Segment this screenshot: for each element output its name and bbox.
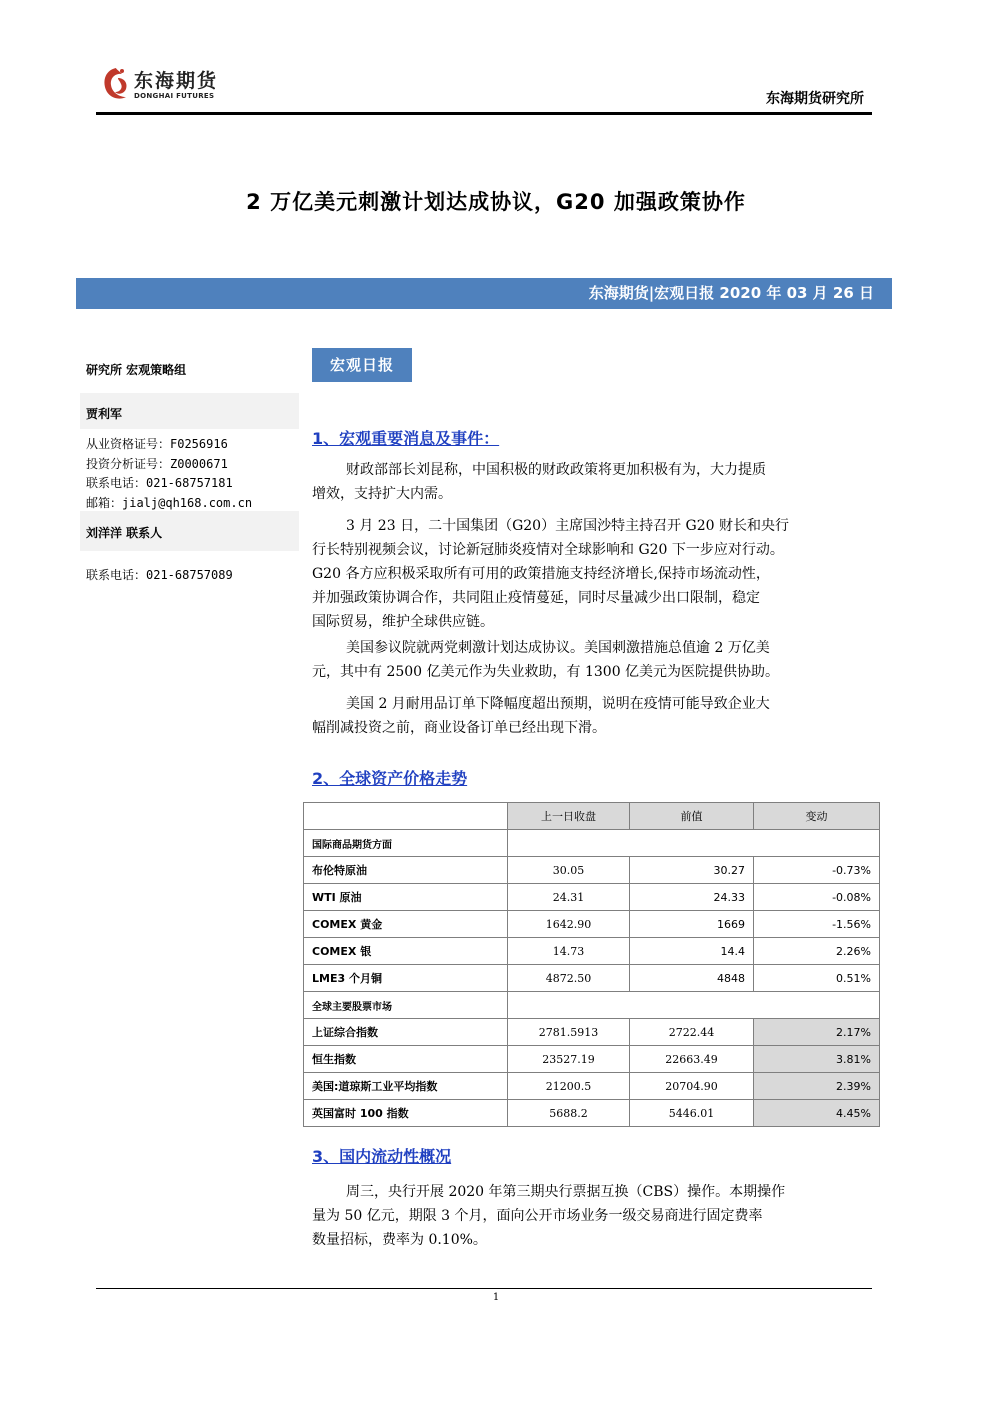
group-blank <box>508 992 880 1019</box>
asset-name: 布伦特原油 <box>304 857 508 884</box>
section1-paragraph-4 <box>312 692 872 740</box>
analyst1-cert2: 投资分析证号：Z0000671 <box>86 457 228 471</box>
last-close: 2781.5913 <box>508 1019 630 1046</box>
text-line: 国际贸易，维护全球供应链。 <box>312 614 494 630</box>
group-label: 国际商品期货方面 <box>304 830 508 857</box>
dragon-logo-icon <box>98 64 134 104</box>
section3-title: 3、国内流动性概况 <box>312 1147 452 1166</box>
analyst2-name: 刘洋洋 联系人 <box>86 526 163 540</box>
change: 2.26% <box>754 938 880 965</box>
text-line: 并加强政策协调合作，共同阻止疫情蔓延，同时尽量减少出口限制，稳定 <box>312 590 760 606</box>
asset-name: 英国富时 100 指数 <box>304 1100 508 1127</box>
text-line: G20 各方应积极采取所有可用的政策措施支持经济增长,保持市场流动性， <box>312 566 770 582</box>
text-line: 幅削减投资之前，商业设备订单已经出现下滑。 <box>312 720 606 736</box>
section1-paragraph-1 <box>312 458 872 506</box>
analyst2-phone: 联系电话：021-68757089 <box>86 568 233 582</box>
previous-value: 4848 <box>630 965 754 992</box>
previous-value: 20704.90 <box>630 1073 754 1100</box>
table-header-blank <box>304 803 508 830</box>
text-line: 3 月 23 日，二十国集团（G20）主席国沙特主持召开 G20 财长和央行 <box>346 518 789 534</box>
text-line: 行长特别视频会议，讨论新冠肺炎疫情对全球影响和 G20 下一步应对行动。 <box>312 542 784 558</box>
table-row <box>304 884 880 911</box>
change: 2.39% <box>754 1073 880 1100</box>
asset-price-table <box>303 802 880 1127</box>
section1-title: 1、宏观重要消息及事件： <box>312 429 500 448</box>
text-line: 周三，央行开展 2020 年第三期央行票据互换（CBS）操作。本期操作 <box>346 1184 786 1200</box>
asset-name: 上证综合指数 <box>304 1019 508 1046</box>
previous-value: 24.33 <box>630 884 754 911</box>
last-close: 4872.50 <box>508 965 630 992</box>
asset-name: 美国:道琼斯工业平均指数 <box>304 1073 508 1100</box>
last-close: 21200.5 <box>508 1073 630 1100</box>
last-close: 5688.2 <box>508 1100 630 1127</box>
asset-name: COMEX 黄金 <box>304 911 508 938</box>
logo-english-text: DONGHAI FUTURES <box>134 92 215 100</box>
text-line: 美国参议院就两党刺激计划达成协议。美国刺激措施总值逾 2 万亿美 <box>346 640 770 656</box>
group-label: 全球主要股票市场 <box>304 992 508 1019</box>
text-line: 美国 2 月耐用品订单下降幅度超出预期，说明在疫情可能导致企业大 <box>346 696 770 712</box>
text-line: 数量招标，费率为 0.10%。 <box>312 1232 487 1248</box>
analyst1-name: 贾利军 <box>86 407 123 421</box>
table-row <box>304 1100 880 1127</box>
text-line: 量为 50 亿元，期限 3 个月，面向公开市场业务一级交易商进行固定费率 <box>312 1208 763 1224</box>
text-line: 增效，支持扩大内需。 <box>312 486 452 502</box>
table-row <box>304 965 880 992</box>
previous-value: 30.27 <box>630 857 754 884</box>
section2-title: 2、全球资产价格走势 <box>312 769 468 788</box>
asset-name: LME3 个月铜 <box>304 965 508 992</box>
text-line: 元，其中有 2500 亿美元作为失业救助，有 1300 亿美元为医院提供协助。 <box>312 664 780 680</box>
change: 4.45% <box>754 1100 880 1127</box>
table-group-row <box>304 830 880 857</box>
table-row <box>304 857 880 884</box>
change: 3.81% <box>754 1046 880 1073</box>
last-close: 24.31 <box>508 884 630 911</box>
last-close: 14.73 <box>508 938 630 965</box>
asset-name: WTI 原油 <box>304 884 508 911</box>
table-row <box>304 911 880 938</box>
change: 2.17% <box>754 1019 880 1046</box>
last-close: 23527.19 <box>508 1046 630 1073</box>
company-logo <box>98 64 228 108</box>
column-header: 前值 <box>630 803 754 830</box>
section3-paragraph <box>312 1180 872 1252</box>
text-line: 财政部部长刘昆称，中国积极的财政政策将更加积极有为，大力提质 <box>346 462 766 478</box>
previous-value: 2722.44 <box>630 1019 754 1046</box>
header-divider <box>96 112 872 115</box>
analyst1-cert1: 从业资格证号：F0256916 <box>86 437 228 451</box>
table-row <box>304 1073 880 1100</box>
table-row <box>304 1019 880 1046</box>
last-close: 1642.90 <box>508 911 630 938</box>
sidebar-department: 研究所 宏观策略组 <box>86 363 187 377</box>
analyst1-phone: 联系电话：021-68757181 <box>86 476 233 490</box>
asset-name: 恒生指数 <box>304 1046 508 1073</box>
change: -0.08% <box>754 884 880 911</box>
change: 0.51% <box>754 965 880 992</box>
section1-paragraph-3 <box>312 636 872 684</box>
table-group-row <box>304 992 880 1019</box>
previous-value: 5446.01 <box>630 1100 754 1127</box>
previous-value: 1669 <box>630 911 754 938</box>
footer-divider <box>96 1288 872 1289</box>
change: -0.73% <box>754 857 880 884</box>
page-number: 1 <box>492 1292 500 1303</box>
previous-value: 14.4 <box>630 938 754 965</box>
group-blank <box>508 830 880 857</box>
previous-value: 22663.49 <box>630 1046 754 1073</box>
section1-paragraph-2 <box>312 514 872 634</box>
logo-chinese-text: 东海期货 <box>134 70 219 92</box>
last-close: 30.05 <box>508 857 630 884</box>
report-type-tag: 宏观日报 <box>312 348 412 382</box>
report-title: 2 万亿美元刺激计划达成协议，G20 加强政策协作 <box>246 190 746 214</box>
column-header: 变动 <box>754 803 880 830</box>
table-row <box>304 938 880 965</box>
table-header-row <box>304 803 880 830</box>
asset-name: COMEX 银 <box>304 938 508 965</box>
column-header: 上一日收盘 <box>508 803 630 830</box>
header-organization: 东海期货研究所 <box>766 91 864 107</box>
change: -1.56% <box>754 911 880 938</box>
analyst1-email: 邮箱：jialj@qh168.com.cn <box>86 496 253 510</box>
report-banner: 东海期货|宏观日报 2020 年 03 月 26 日 <box>76 278 892 309</box>
table-row <box>304 1046 880 1073</box>
